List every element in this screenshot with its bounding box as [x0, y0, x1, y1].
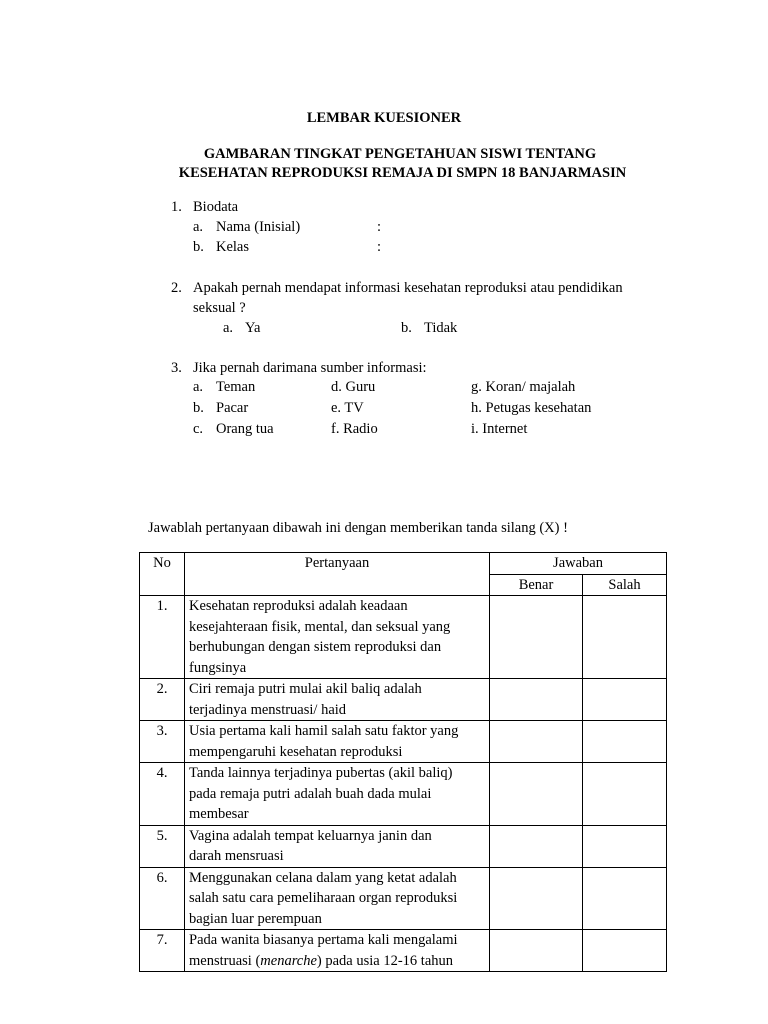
column-header-true: Benar	[490, 574, 583, 596]
question-line: bagian luar perempuan	[189, 910, 322, 927]
source-option: i. Internet	[471, 421, 528, 437]
answer-false-cell[interactable]	[583, 763, 667, 826]
question-line	[189, 951, 485, 972]
question2-option-b-label: Tidak	[424, 320, 458, 336]
source-option: g. Koran/ majalah	[471, 379, 576, 395]
row-question	[185, 825, 490, 867]
question-line: berhubungan dengan sistem reproduksi dan	[189, 639, 442, 655]
answer-false-cell[interactable]	[583, 721, 667, 763]
question3-text: Jika pernah darimana sumber informasi:	[193, 360, 427, 376]
table-row	[140, 596, 667, 679]
row-number: 5.	[140, 825, 185, 867]
column-header-answer: Jawaban	[490, 553, 667, 575]
table-row	[140, 930, 667, 972]
table-row	[140, 679, 667, 721]
question-line: kesejahteraan fisik, mental, dan seksual yang	[189, 618, 451, 635]
question-line: terjadinya menstruasi/ haid	[189, 701, 347, 718]
question-line: Ciri remaja putri mulai akil baliq adalah	[189, 681, 422, 697]
question-line: Pada wanita biasanya pertama kali mengalami	[189, 932, 458, 948]
biodata-class-label: Kelas	[216, 239, 250, 255]
biodata-name-label: Nama (Inisial)	[216, 219, 301, 235]
source-option-label: Teman	[216, 379, 256, 395]
biodata-label: Biodata	[193, 199, 239, 215]
biodata-number: 1.	[171, 199, 182, 215]
question2-option-b-letter: b.	[401, 320, 412, 336]
question2-text-line2: seksual ?	[193, 300, 246, 316]
question3-number: 3.	[171, 360, 182, 376]
menarche-term: menarche	[260, 952, 317, 969]
source-option: f. Radio	[331, 421, 378, 437]
answer-false-cell[interactable]	[583, 596, 667, 679]
source-option-label: Orang tua	[216, 421, 274, 437]
question2-option-a-label: Ya	[245, 320, 261, 336]
source-option: d. Guru	[331, 379, 376, 395]
table-row	[140, 721, 667, 763]
table-header-row	[140, 553, 667, 575]
table-row	[140, 825, 667, 867]
document-subtitle-line2: KESEHATAN REPRODUKSI REMAJA DI SMPN 18 BANJARMASIN	[178, 165, 627, 181]
question-line: fungsinya	[189, 659, 247, 676]
table-row	[140, 867, 667, 930]
biodata-class-letter: b.	[193, 239, 204, 255]
source-option: e. TV	[331, 400, 364, 416]
document-subtitle-line1: GAMBARAN TINGKAT PENGETAHUAN SISWI TENTANG	[203, 146, 597, 162]
biodata-name-colon: :	[377, 219, 382, 235]
answer-true-cell[interactable]	[490, 867, 583, 930]
answer-true-cell[interactable]	[490, 721, 583, 763]
row-number: 4.	[140, 763, 185, 826]
question-text: menstruasi (	[189, 952, 261, 969]
row-number: 7.	[140, 930, 185, 972]
row-number: 6.	[140, 867, 185, 930]
row-question	[185, 596, 490, 679]
question-line: darah mensruasi	[189, 848, 284, 864]
answer-true-cell[interactable]	[490, 679, 583, 721]
biodata-name-letter: a.	[193, 219, 204, 235]
questionnaire-table	[139, 552, 667, 972]
answer-true-cell[interactable]	[490, 825, 583, 867]
question2-number: 2.	[171, 280, 182, 296]
question-line: Menggunakan celana dalam yang ketat adalah	[189, 869, 457, 886]
instruction-text: Jawablah pertanyaan dibawah ini dengan memberikan tanda silang (X) !	[148, 520, 568, 536]
answer-false-cell[interactable]	[583, 867, 667, 930]
answer-false-cell[interactable]	[583, 679, 667, 721]
question-line: Kesehatan reproduksi adalah keadaan	[189, 598, 408, 614]
question-line: Vagina adalah tempat keluarnya janin dan	[189, 827, 432, 844]
answer-true-cell[interactable]	[490, 596, 583, 679]
source-option-label: Pacar	[216, 400, 249, 416]
question2-text-line1: Apakah pernah mendapat informasi kesehatan reproduksi atau pendidikan	[193, 280, 623, 296]
row-number: 2.	[140, 679, 185, 721]
row-question	[185, 679, 490, 721]
row-number: 1.	[140, 596, 185, 679]
source-option-letter: a.	[193, 379, 204, 395]
question-line: membesar	[189, 806, 249, 822]
table-row	[140, 763, 667, 826]
column-header-question: Pertanyaan	[185, 553, 490, 596]
row-number: 3.	[140, 721, 185, 763]
answer-true-cell[interactable]	[490, 930, 583, 972]
answer-false-cell[interactable]	[583, 825, 667, 867]
answer-false-cell[interactable]	[583, 930, 667, 972]
question2-option-a-letter: a.	[223, 320, 234, 336]
question-text: ) pada usia 12-16 tahun	[316, 952, 454, 969]
source-option-letter: b.	[193, 400, 204, 416]
question-line: mempengaruhi kesehatan reproduksi	[189, 743, 403, 760]
row-question	[185, 721, 490, 763]
row-question	[185, 930, 490, 972]
question-line: pada remaja putri adalah buah dada mulai	[189, 785, 432, 802]
question-line: Usia pertama kali hamil salah satu faktor yang	[189, 723, 459, 739]
answer-true-cell[interactable]	[490, 763, 583, 826]
biodata-class-colon: :	[377, 239, 382, 255]
question-line: Tanda lainnya terjadinya pubertas (akil baliq)	[189, 765, 453, 781]
column-header-no: No	[140, 553, 185, 596]
question-line: salah satu cara pemeliharaan organ reproduksi	[189, 890, 458, 906]
document-title: LEMBAR KUESIONER	[306, 110, 462, 126]
column-header-false: Salah	[583, 574, 667, 596]
row-question	[185, 763, 490, 826]
source-option: h. Petugas kesehatan	[471, 400, 592, 416]
row-question	[185, 867, 490, 930]
source-option-letter: c.	[193, 421, 204, 437]
